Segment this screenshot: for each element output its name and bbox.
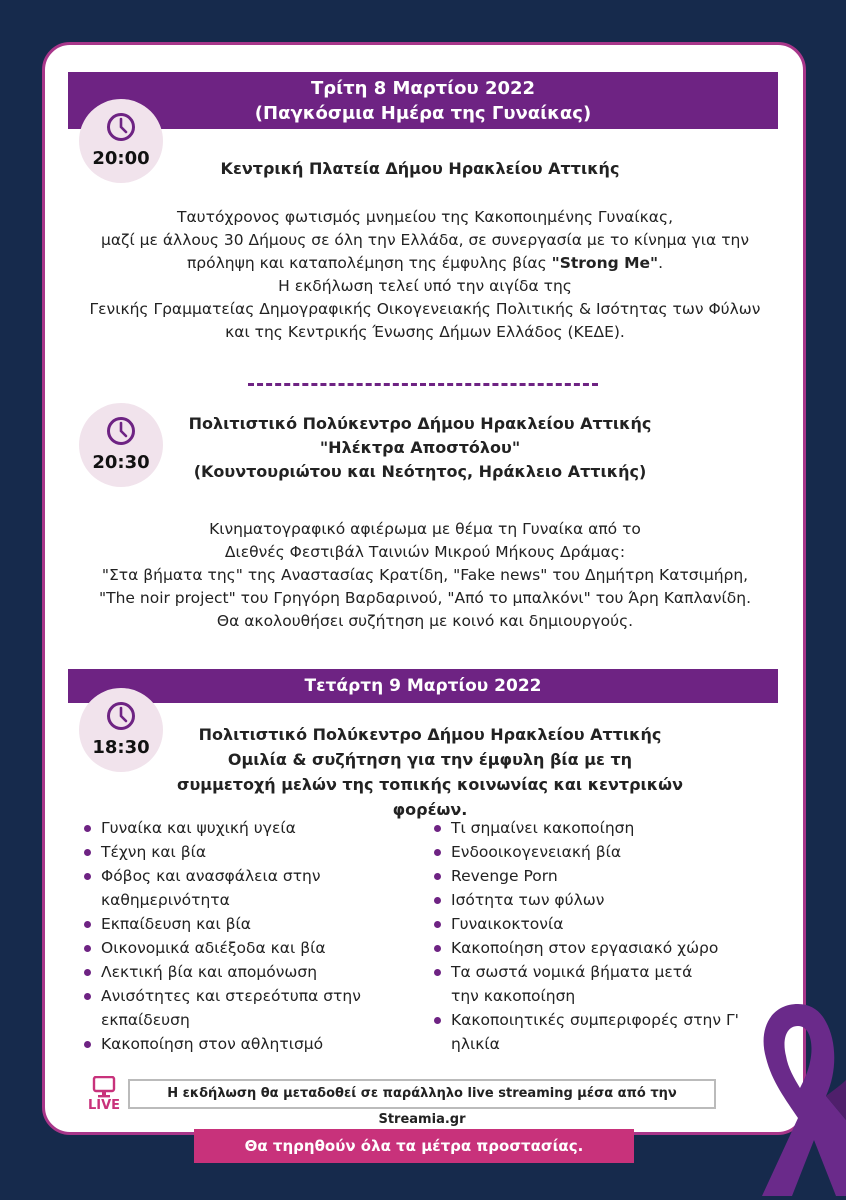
strong-me-name: "Strong Me": [551, 254, 659, 272]
event2-description: Κινηματογραφικό αφιέρωμα με θέμα τη Γυναίκα από το Διεθνές Φεστιβάλ Ταινιών Μικρού Μήκους Δράμας: "Στα βήματα της" της Αναστασίας Κρατίδη, "Fake news" του Δημήτρη Κατσιμήρη, "The noir project" του Γρηγόρη Βαρδαρινού, "Από το μπαλκόνι" του Άρη Καπλανίδη. Θα ακολουθήσει συζήτηση με κοινό και δημιουργούς.: [99, 520, 751, 630]
list-item: Τα σωστά νομικά βήματα μετά την κακοποίηση: [432, 960, 722, 1008]
date-banner-1: [68, 72, 778, 129]
list-item: Κακοποίηση στον αθλητισμό: [82, 1032, 402, 1056]
list-item: Γυναίκα και ψυχική υγεία: [82, 816, 402, 840]
list-item: Κακοποιητικές συμπεριφορές στην Γ' ηλικία: [432, 1008, 742, 1056]
time-label: 18:30: [92, 737, 150, 758]
date-line: Τρίτη 8 Μαρτίου 2022: [310, 78, 536, 99]
venue-title-1: Κεντρική Πλατεία Δήμου Ηρακλείου Αττικής: [220, 159, 620, 178]
list-item: Κακοποίηση στον εργασιακό χώρο: [432, 936, 762, 960]
topics-list-right: [432, 816, 762, 1056]
list-item: Εκπαίδευση και βία: [82, 912, 402, 936]
venue-title-3: Πολιτιστικό Πολύκεντρο Δήμου Ηρακλείου Αττικής Ομιλία & συζήτηση για την έμφυλη βία με τη συμμετοχή μελών της τοπικής κοινωνίας και κεντρικών φορέων.: [177, 725, 683, 819]
date-subtitle: (Παγκόσμια Ημέρα της Γυναίκας): [254, 103, 592, 124]
monitor-icon: [84, 1076, 124, 1100]
venue-title-2: Πολιτιστικό Πολύκεντρο Δήμου Ηρακλείου Αττικής "Ηλέκτρα Αποστόλου" (Κουντουριώτου και Νεότητος, Ηράκλειο Αττικής): [188, 414, 652, 481]
time-badge-2: [79, 403, 163, 487]
list-item: Τέχνη και βία: [82, 840, 402, 864]
safety-notice: Θα τηρηθούν όλα τα μέτρα προστασίας.: [194, 1129, 634, 1163]
list-item: Φόβος και ανασφάλεια στην καθημερινότητα: [82, 864, 362, 912]
clock-icon: [105, 111, 137, 143]
list-item: Γυναικοκτονία: [432, 912, 762, 936]
divider: [248, 383, 598, 386]
time-badge-1: [79, 99, 163, 183]
list-item: Ισότητα των φύλων: [432, 888, 762, 912]
live-streaming-notice: Η εκδήλωση θα μεταδοθεί σε παράλληλο live streaming μέσα από την Streamia.gr: [128, 1079, 716, 1109]
list-item: Τι σημαίνει κακοποίηση: [432, 816, 762, 840]
live-badge: [84, 1076, 124, 1116]
time-label: 20:30: [92, 452, 150, 473]
list-item: Λεκτική βία και απομόνωση: [82, 960, 402, 984]
time-label: 20:00: [92, 148, 150, 169]
list-item: Ανισότητες και στερεότυπα στην εκπαίδευση: [82, 984, 382, 1032]
date-banner-2: Τετάρτη 9 Μαρτίου 2022: [68, 669, 778, 703]
list-item: Revenge Porn: [432, 864, 762, 888]
list-item: Ενδοοικογενειακή βία: [432, 840, 762, 864]
clock-icon: [105, 415, 137, 447]
list-item: Οικονομικά αδιέξοδα και βία: [82, 936, 402, 960]
awareness-ribbon-icon: [740, 1000, 846, 1200]
live-label: LIVE: [87, 1098, 121, 1113]
topics-list-left: [82, 816, 402, 1056]
clock-icon: [105, 700, 137, 732]
event1-description: Ταυτόχρονος φωτισμός μνημείου της Κακοποιημένης Γυναίκας, μαζί με άλλους 30 Δήμους σε όλη την Ελλάδα, σε συνεργασία με το κίνημα για την πρόληψη και καταπολέμηση της έμφυλης βίας "Strong Me". Η εκδήλωση τελεί υπό την αιγίδα της Γενικής Γραμματείας Δημογραφικής Οικογενειακής Πολιτικής & Ισότητας των Φύλων και της Κεντρικής Ένωσης Δήμων Ελλάδος (ΚΕΔΕ).: [89, 208, 761, 341]
